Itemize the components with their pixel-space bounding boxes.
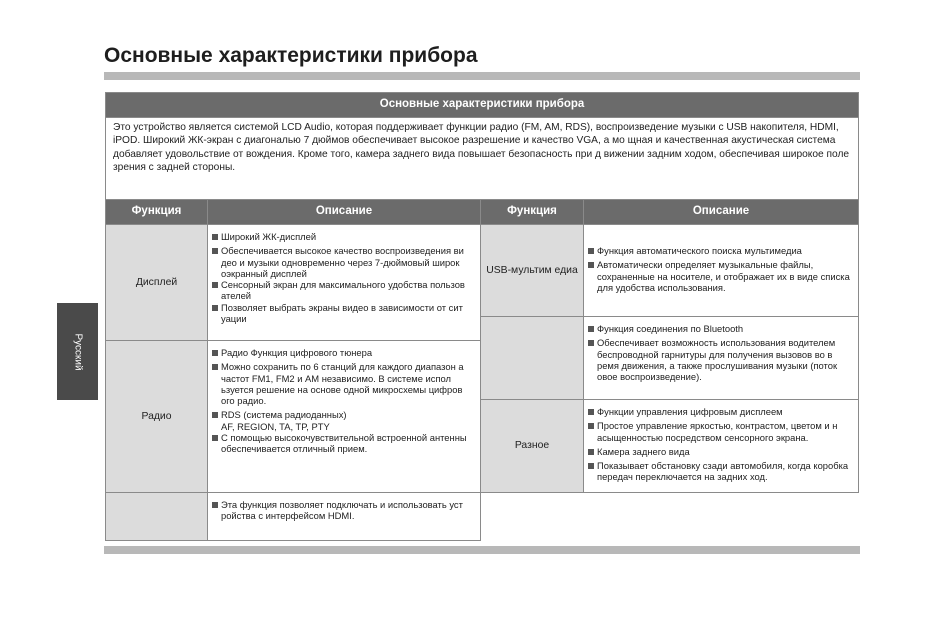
bullet-icon (212, 412, 218, 418)
bullet-icon (588, 423, 594, 429)
list-item: RDS (система радиоданных) (212, 409, 476, 420)
bullet-icon (212, 502, 218, 508)
table-title: Основные характеристики прибора (106, 93, 859, 118)
function-display: Дисплей (106, 225, 208, 341)
bottom-divider (104, 546, 860, 554)
bullet-icon (212, 282, 218, 288)
bullet-icon (212, 350, 218, 356)
list-item: С помощью высокочувствительной встроенной антенны обеспечивается отличный прием. (212, 432, 476, 455)
list-item: Показывает обстановку сзади автомобиля, когда коробка передач переключается на задних ход. (588, 460, 854, 483)
bullet-icon (588, 326, 594, 332)
bullet-icon (212, 364, 218, 370)
col-header-description-right: Описание (584, 200, 859, 225)
bullet-icon (588, 340, 594, 346)
list-item: Эта функция позволяет подключать и использовать уст ройства с интерфейсом HDMI. (212, 499, 476, 522)
list-item: Радио Функция цифрового тюнера (212, 347, 476, 358)
spec-table (105, 92, 859, 541)
list-item: Функция соединения по Bluetooth (588, 323, 854, 334)
list-item: Позволяет выбрать экраны видео в зависимости от сит уации (212, 302, 476, 325)
bullet-icon (588, 463, 594, 469)
list-item: AF, REGION, TA, TP, PTY (221, 420, 330, 432)
list-item: Обеспечивает возможность использования водителем беспроводной гарнитуры для получения вызовов во в ремя движения, а также прослушивания музыки (поток овое воспроизведение). (588, 337, 854, 382)
function-usb: USB-мультим едиа (481, 225, 584, 317)
bullet-icon (588, 409, 594, 415)
function-misc: Разное (481, 400, 584, 493)
list-item: Широкий ЖК-дисплей (212, 231, 476, 242)
language-side-tab (57, 303, 98, 400)
description-misc (584, 400, 859, 493)
list-item: Простое управление яркостью, контрастом, цветом и н асыщенностью посредством сенсорного экрана. (588, 420, 854, 443)
table-intro: Это устройство является системой LCD Audio, которая поддерживает функции радио (FM, AM, RDS), воспроизведение музыки с USB накопителя, HDMI, iPOD. Широкий ЖК-экран с диагональю 7 дюймов обеспечивает высокое разрешение и качество VGA, а мо щная и качественная акустическая система добавляет удовольствие от вождения. Кроме того, камера заднего вида повышает безопасность при д вижении задним ходом, обеспечивая широкое поле зрения с задней стороны. (106, 118, 859, 200)
description-bluetooth (584, 317, 859, 400)
top-divider (104, 72, 860, 80)
language-tab-label: Русский (72, 332, 83, 371)
list-item: Сенсорный экран для максимального удобства пользов ателей (212, 279, 476, 302)
list-item: Функции управления цифровым дисплеем (588, 406, 854, 417)
bullet-icon (212, 248, 218, 254)
bullet-icon (212, 305, 218, 311)
list-item: Обеспечивается высокое качество воспроизведения ви део и музыки одновременно через 7-дюймовый широк оэкранный дисплей (212, 245, 476, 279)
bullet-icon (212, 234, 218, 240)
description-radio (208, 341, 481, 493)
description-hdmi (208, 492, 481, 540)
list-item: Функция автоматического поиска мультимедиа (588, 245, 854, 256)
function-radio: Радио (106, 341, 208, 493)
description-display (208, 225, 481, 341)
bullet-icon (588, 262, 594, 268)
list-item: Автоматически определяет музыкальные файлы, сохраненные на носителе, и отображает их в виде списка для удобства использования. (588, 259, 854, 293)
col-header-function-left: Функция (106, 200, 208, 225)
col-header-function-right: Функция (481, 200, 584, 225)
page-title: Основные характеристики прибора (104, 44, 478, 67)
col-header-description-left: Описание (208, 200, 481, 225)
function-hdmi (106, 492, 208, 540)
list-item: Камера заднего вида (588, 446, 854, 457)
bullet-icon (588, 248, 594, 254)
description-usb (584, 225, 859, 317)
bullet-icon (588, 449, 594, 455)
bullet-icon (212, 435, 218, 441)
list-item: Можно сохранить по 6 станций для каждого диапазон а частот FM1, FM2 и AM независимо. В системе испол ьзуется решение на основе одной микросхемы цифров ого радио. (212, 361, 476, 406)
function-bluetooth (481, 317, 584, 400)
